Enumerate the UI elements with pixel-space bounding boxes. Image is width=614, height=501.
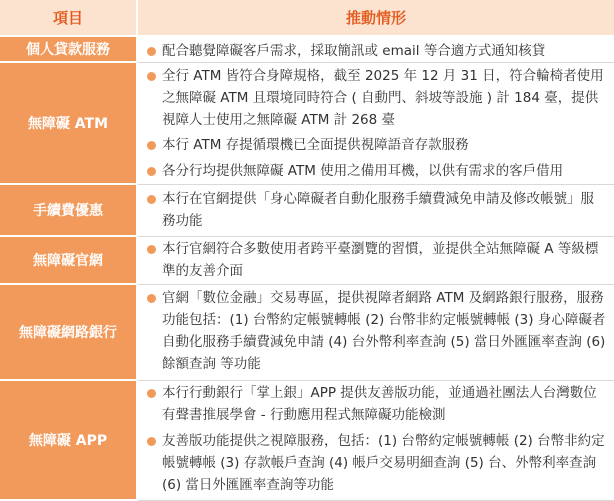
bullet-item	[144, 160, 606, 182]
bullet-text: 友善版功能提供之視障服務，包括：(1) 台幣約定帳號轉帳 (2) 台幣非約定帳號轉帳 (3) 存款帳戶查詢 (4) 帳戶交易明細查詢 (5) 台、外幣利率查詢 (6) 當日外匯匯率查詢等功能	[162, 433, 605, 493]
bullet-text: 本行官網符合多數使用者跨平臺瀏覽的習慣，並提供全站無障礙 A 等級標準的友善介面	[162, 241, 599, 279]
bullet-dot-icon	[147, 167, 156, 176]
bullet-dot-icon	[147, 195, 156, 204]
bullet-text: 各分行均提供無障礙 ATM 使用之備用耳機，以供有需求的客戶借用	[162, 163, 564, 179]
bullet-text: 本行在官網提供「身心障礙者自動化服務手續費減免申請及修改帳號」服務功能	[162, 191, 594, 229]
bullet-dot-icon	[147, 47, 156, 56]
bullet-text: 官網「數位金融」交易專區，提供視障者網路 ATM 及網路銀行服務，服務功能包括：(1) 台幣約定帳號轉帳 (2) 台幣非約定帳號轉帳 (3) 身心障礙者自動化服務手續費減免申請 (4) 台外幣利率查詢 (5) 當日外匯匯率查詢 (6) 餘額查詢 等功能	[162, 290, 606, 372]
bullet-item	[144, 382, 606, 426]
measures-cell	[138, 381, 614, 499]
measures-cell	[138, 63, 614, 183]
bullet-item	[144, 287, 606, 375]
category-cell: 無障礙網路銀行	[0, 285, 136, 379]
bullet-item	[144, 238, 606, 282]
bullet-dot-icon	[147, 245, 156, 254]
bullet-text: 全行 ATM 皆符合身障規格，截至 2025 年 12 月 31 日，符合輪椅者使用之無障礙 ATM 且環境同時符合 ( 自動門、斜坡等設施 ) 計 184 臺，提供視障人士使用之無障礙 ATM 計 268 臺	[162, 68, 604, 128]
measures-cell	[138, 185, 614, 235]
bullet-item	[144, 134, 606, 156]
category-cell: 手續費優惠	[0, 185, 136, 235]
header-measures: 推動情形	[138, 0, 614, 35]
measures-cell	[138, 237, 614, 283]
bullet-dot-icon	[147, 72, 156, 81]
bullet-item	[144, 40, 606, 62]
category-cell: 無障礙 APP	[0, 381, 136, 499]
header-item: 項目	[0, 0, 136, 35]
bullet-dot-icon	[147, 294, 156, 303]
bullet-dot-icon	[147, 389, 156, 398]
measures-cell	[138, 37, 614, 61]
category-cell: 個人貸款服務	[0, 37, 136, 61]
category-cell: 無障礙官網	[0, 237, 136, 283]
bullet-text: 配合聽覺障礙客戶需求，採取簡訊或 email 等合適方式通知核貸	[162, 43, 546, 59]
bullet-text: 本行行動銀行「掌上銀」APP 提供友善版功能，並通過社團法人台灣數位有聲書推展學會 - 行動應用程式無障礙功能檢測	[162, 385, 597, 423]
bullet-dot-icon	[147, 141, 156, 150]
measures-cell	[138, 285, 614, 379]
category-cell: 無障礙 ATM	[0, 63, 136, 183]
bullet-item	[144, 65, 606, 131]
bullet-dot-icon	[147, 437, 156, 446]
bullet-item	[144, 430, 606, 496]
bullet-text: 本行 ATM 存提循環機已全面提供視障語音存款服務	[162, 137, 469, 153]
bullet-item	[144, 188, 606, 232]
